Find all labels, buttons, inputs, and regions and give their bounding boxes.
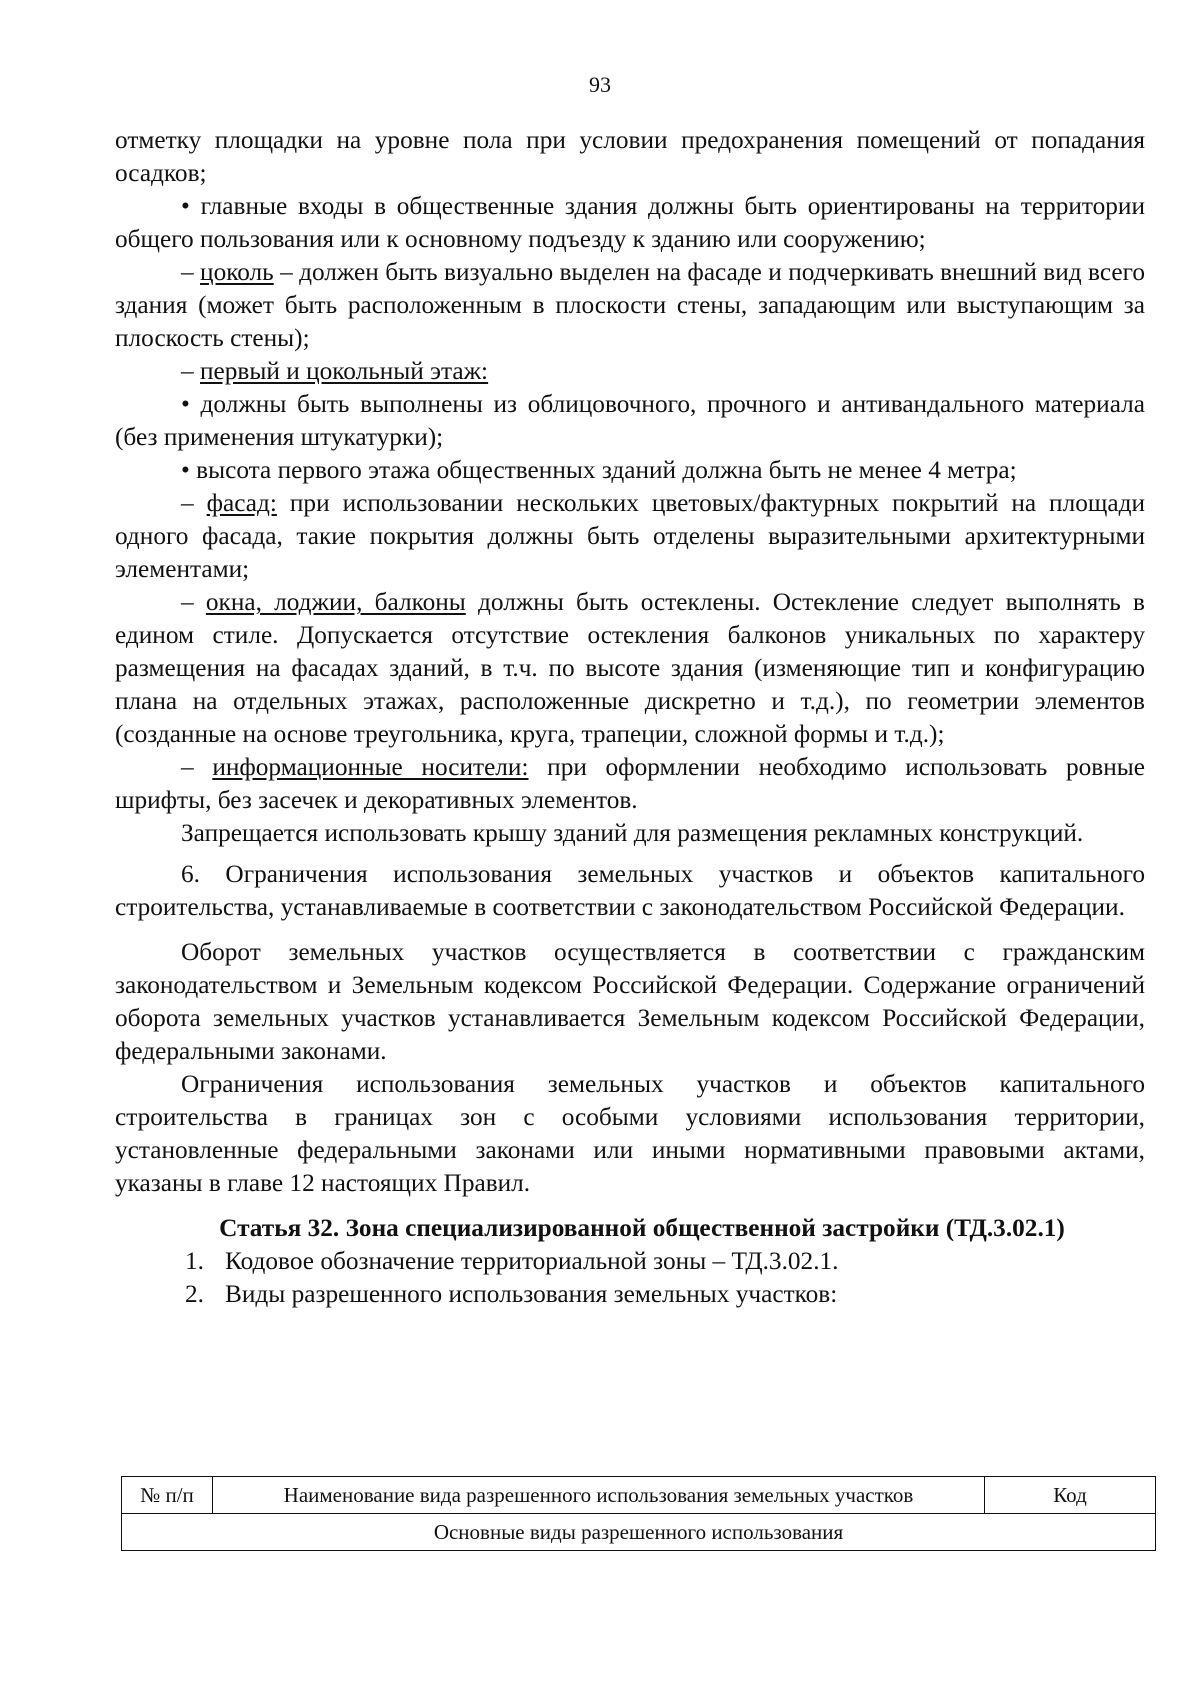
paragraph: Запрещается использовать крышу зданий для размещения рекламных конструкций.: [181, 819, 1084, 847]
permitted-use-table: [121, 1476, 1156, 1551]
header-cell-code: Код: [985, 1477, 1156, 1514]
dash-paragraph: – окна, лоджии, балконы должны быть остеклены. Остекление следует выполнять в едином стиле. Допускается отсутствие остекления балконов уникальных по характеру размещения на фасадах зданий, в т.ч. по высоте здания (изменяющие тип и конфигурацию плана на отдельных этажах, расположенные дискретно и т.д.), по геометрии элементов (созданные на основе треугольника, круга, трапеции, сложной формы и т.д.);: [115, 588, 1145, 748]
bullet-paragraph: • высота первого этажа общественных зданий должна быть не менее 4 метра;: [181, 456, 1017, 484]
header-cell-name: Наименование вида разрешенного использования земельных участков: [213, 1477, 985, 1514]
dash-paragraph: – информационные носители: при оформлении необходимо использовать ровные шрифты, без засечек и декоративных элементов.: [115, 753, 1145, 814]
article-heading: Статья 32. Зона специализированной общественной застройки (ТД.3.02.1): [219, 1214, 1065, 1242]
numbered-paragraph: 6. Ограничения использования земельных участков и объектов капитального строительства, устанавливаемые в соответствии с законодательством Российской Федерации.: [115, 860, 1145, 921]
underlined-term: фасад:: [206, 489, 277, 517]
dash-paragraph: – цоколь – должен быть визуально выделен на фасаде и подчеркивать внешний вид всего здания (может быть расположенным в плоскости стены, западающим или выступающим за плоскость стены);: [115, 258, 1145, 352]
list-item: 2. Виды разрешенного использования земельных участков:: [185, 1280, 838, 1308]
dash-paragraph: – первый и цокольный этаж:: [181, 357, 489, 385]
underlined-term: окна, лоджии, балконы: [205, 588, 466, 616]
table-header-row: [122, 1477, 1156, 1514]
dash-paragraph: – фасад: при использовании нескольких цветовых/фактурных покрытий на площади одного фасада, такие покрытия должны быть отделены выразительными архитектурными элементами;: [115, 489, 1145, 583]
table-section-row: [122, 1514, 1156, 1551]
document-body: [115, 124, 1145, 1311]
paragraph: Ограничения использования земельных участков и объектов капитального строительства в границах зон с особыми условиями использования территории, установленные федеральными законами или иными нормативными правовыми актами, указаны в главе 12 настоящих Правил.: [115, 1070, 1145, 1197]
underlined-term: цоколь: [200, 258, 274, 286]
underlined-term: информационные носители:: [212, 753, 529, 781]
list-item: 1. Кодовое обозначение территориальной зоны – ТД.3.02.1.: [185, 1247, 839, 1275]
page-number: 93: [589, 72, 611, 97]
paragraph: отметку площадки на уровне пола при условии предохранения помещений от попадания осадков;: [115, 126, 1145, 187]
paragraph: Оборот земельных участков осуществляется в соответствии с гражданским законодательством и Земельным кодексом Российской Федерации. Содержание ограничений оборота земельных участков устанавливается Земельным кодексом Российской Федерации, федеральными законами.: [115, 938, 1145, 1065]
bullet-paragraph: • главные входы в общественные здания должны быть ориентированы на территории общего пользования или к основному подъезду к зданию или сооружению;: [115, 192, 1145, 253]
header-cell-number: № п/п: [122, 1477, 213, 1514]
section-cell: Основные виды разрешенного использования: [122, 1514, 1156, 1551]
underlined-term: первый и цокольный этаж:: [199, 357, 489, 385]
bullet-paragraph: • должны быть выполнены из облицовочного, прочного и антивандального материала (без применения штукатурки);: [115, 390, 1145, 451]
